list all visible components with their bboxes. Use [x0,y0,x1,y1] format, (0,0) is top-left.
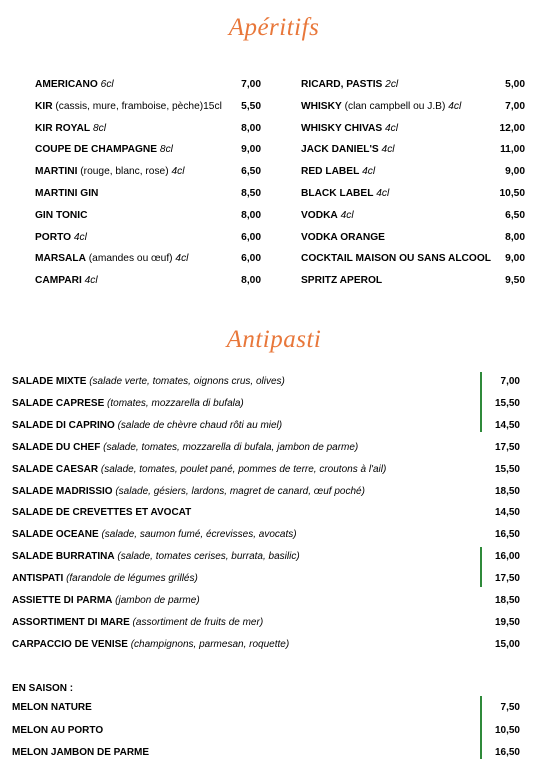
item-price: 6,50 [241,166,261,178]
item-quantity: 6cl [97,79,114,90]
item-name: ASSORTIMENT DI MARE [12,616,130,628]
item-description: (tomates, mozzarella di bufala) [104,397,244,409]
item-quantity: 4cl [81,275,98,287]
item-description: (salade, tomates, mozzarella di bufala, jambon de parme) [100,441,359,453]
item-name: COCKTAIL MAISON OU SANS ALCOOL [301,253,491,265]
antipasti-item [12,590,524,612]
item-label [301,248,491,270]
item-label [35,227,87,249]
item-label [12,481,365,503]
antipasti-item [12,459,524,481]
item-quantity: 4cl [359,166,376,178]
item-price: 7,00 [500,376,520,387]
item-label [35,248,188,270]
item-description: (assortiment de fruits de mer) [129,616,264,628]
price-marker-bar [480,372,482,432]
item-name: GIN TONIC [35,209,88,221]
item-name: VODKA ORANGE [301,231,385,243]
aperitif-item [301,227,525,249]
item-quantity: 4cl [337,209,354,221]
item-price: 7,50 [500,702,520,713]
aperitif-item [35,139,261,161]
item-price: 6,00 [241,253,261,265]
aperitif-item [301,74,525,96]
antipasti-title: Antipasti [226,326,322,353]
item-label [12,437,358,459]
price-marker-bar [480,547,482,587]
item-price: 7,00 [241,79,261,90]
item-name: WHISKY CHIVAS [301,122,383,134]
item-description: (salade verte, tomates, oignons crus, olives) [86,376,285,387]
aperitifs-title: Apéritifs [228,14,320,41]
item-label [35,205,87,227]
aperitif-item [301,183,525,205]
item-price: 9,00 [505,166,525,178]
item-label [12,568,198,590]
item-label [301,96,461,118]
aperitif-item [35,227,261,249]
antipasti-item [12,634,524,656]
item-price: 9,00 [241,144,261,156]
item-name: COUPE DE CHAMPAGNE [35,144,158,156]
item-name: SALADE CAPRESE [12,397,105,409]
item-label [35,161,184,183]
item-name: CAMPARI [35,275,82,287]
antipasti-item [12,415,524,437]
aperitif-item [301,118,525,140]
item-label [301,270,382,292]
aperitif-item [35,270,261,292]
item-name: MELON AU PORTO [12,724,104,736]
item-label [301,74,398,96]
item-price: 15,00 [494,638,520,650]
item-description: (jambon de parme) [112,595,200,606]
item-description: (champignons, parmesan, roquette) [127,638,290,650]
item-quantity: 4cl [71,231,87,243]
aperitif-item [301,248,525,270]
aperitif-item [301,205,525,227]
item-quantity: 8cl [90,122,106,134]
aperitif-item [301,96,525,118]
item-price: 8,00 [241,122,261,134]
item-label [301,227,385,249]
item-label [12,697,92,719]
item-detail: (cassis, mure, framboise, pèche)15cl [52,100,222,112]
item-quantity: 4cl [445,100,462,112]
item-label [12,742,149,764]
item-price: 7,00 [505,100,525,112]
item-price: 8,00 [505,231,525,243]
item-price: 8,50 [241,187,261,199]
antipasti-item [12,568,524,590]
item-name: MARTINI GIN [35,187,99,199]
aperitifs-left-column [35,74,261,292]
item-name: SALADE CAESAR [12,463,99,475]
item-price: 16,00 [494,551,520,563]
aperitif-item [35,161,261,183]
item-label [35,118,106,140]
item-name: WHISKY [301,100,342,112]
item-price: 8,00 [241,275,261,287]
item-price: 6,00 [241,231,261,243]
aperitif-item [35,248,261,270]
item-name: ANTISPATI [12,573,64,585]
item-label [35,139,173,161]
item-name: VODKA [301,209,338,221]
item-price: 16,50 [494,529,520,541]
item-label [12,415,282,437]
item-quantity: 8cl [157,144,173,156]
item-label [301,161,375,183]
saison-item [12,697,524,719]
antipasti-item [12,546,524,568]
item-label [12,459,386,481]
item-label [301,183,389,205]
item-price: 17,50 [494,441,520,453]
item-price: 15,50 [494,463,520,475]
antipasti-item [12,437,524,459]
item-name: KIR ROYAL [35,122,91,134]
item-label [301,205,354,227]
item-name: MARTINI [35,166,78,178]
item-name: SPRITZ APEROL [301,275,383,287]
item-description: (farandole de légumes grillés) [63,573,198,585]
item-label [12,720,103,742]
item-quantity: 4cl [168,166,185,178]
antipasti-item [12,481,524,503]
item-label [35,96,222,118]
item-description: (salade de chèvre chaud rôti au miel) [114,419,283,431]
aperitif-item [35,183,261,205]
aperitif-item [301,270,525,292]
item-price: 18,50 [494,595,520,606]
item-price: 9,00 [505,253,525,265]
item-label [12,612,263,634]
saison-item [12,742,524,764]
item-name: MELON NATURE [12,702,92,713]
item-description: (salade, tomates, poulet pané, pommes de terre, croutons à l'ail) [98,463,387,475]
item-price: 10,50 [499,187,525,199]
item-price: 8,00 [241,209,261,221]
item-name: KIR [35,100,53,112]
item-description: (salade, saumon fumé, écrevisses, avocats) [98,529,297,541]
item-name: AMERICANO [35,79,98,90]
item-label [12,502,191,524]
item-name: PORTO [35,231,72,243]
en-saison-label: EN SAISON : [12,683,74,694]
item-detail: (clan campbell ou J.B) [341,100,446,112]
aperitif-item [35,74,261,96]
item-label [35,270,98,292]
item-price: 18,50 [494,485,520,497]
item-price: 14,50 [494,507,520,519]
item-price: 14,50 [494,419,520,431]
item-quantity: 4cl [378,144,395,156]
item-label [12,590,200,612]
saison-item [12,720,524,742]
antipasti-item [12,502,524,524]
item-name: SALADE DI CAPRINO [12,419,115,431]
item-name: SALADE MADRISSIO [12,485,113,497]
item-detail: (rouge, blanc, rose) [77,166,169,178]
item-name: SALADE DE CREVETTES ET AVOCAT [12,507,192,519]
item-price: 15,50 [494,397,520,409]
item-label [35,74,114,96]
antipasti-item [12,371,524,393]
item-price: 10,50 [494,724,520,736]
item-quantity: 4cl [172,253,189,265]
item-price: 19,50 [494,616,520,628]
aperitif-item [301,139,525,161]
item-label [12,393,244,415]
item-name: SALADE BURRATINA [12,551,115,563]
item-name: BLACK LABEL [301,187,374,199]
item-name: SALADE DU CHEF [12,441,101,453]
item-price: 9,50 [505,275,525,287]
item-quantity: 2cl [382,79,399,90]
item-name: MARSALA [35,253,86,265]
antipasti-item [12,612,524,634]
item-price: 5,50 [241,100,261,112]
item-name: JACK DANIEL'S [301,144,379,156]
aperitif-item [35,205,261,227]
aperitif-item [35,96,261,118]
item-label [12,546,300,568]
item-quantity: 4cl [382,122,398,134]
item-name: SALADE MIXTE [12,376,87,387]
item-price: 17,50 [494,573,520,585]
item-price: 11,00 [500,144,525,156]
aperitifs-right-column [301,74,525,292]
item-name: RED LABEL [301,166,360,178]
item-name: SALADE OCEANE [12,529,99,541]
item-name: CARPACCIO DE VENISE [12,638,128,650]
item-name: MELON JAMBON DE PARME [12,747,150,758]
item-name: ASSIETTE DI PARMA [12,595,113,606]
item-label [12,524,297,546]
item-label [301,118,398,140]
aperitif-item [301,161,525,183]
item-price: 16,50 [494,747,520,758]
item-label [12,371,285,393]
item-price: 12,00 [499,122,525,134]
antipasti-item [12,393,524,415]
item-detail: (amandes ou œuf) [85,253,173,265]
item-price: 6,50 [505,209,525,221]
item-quantity: 4cl [373,187,390,199]
item-price: 5,00 [505,79,525,90]
antipasti-item [12,524,524,546]
item-label [35,183,98,205]
item-description: (salade, gésiers, lardons, magret de canard, œuf poché) [112,485,365,497]
item-description: (salade, tomates cerises, burrata, basilic) [114,551,300,563]
item-name: RICARD, PASTIS [301,79,383,90]
item-label [12,634,289,656]
item-label [301,139,395,161]
aperitif-item [35,118,261,140]
